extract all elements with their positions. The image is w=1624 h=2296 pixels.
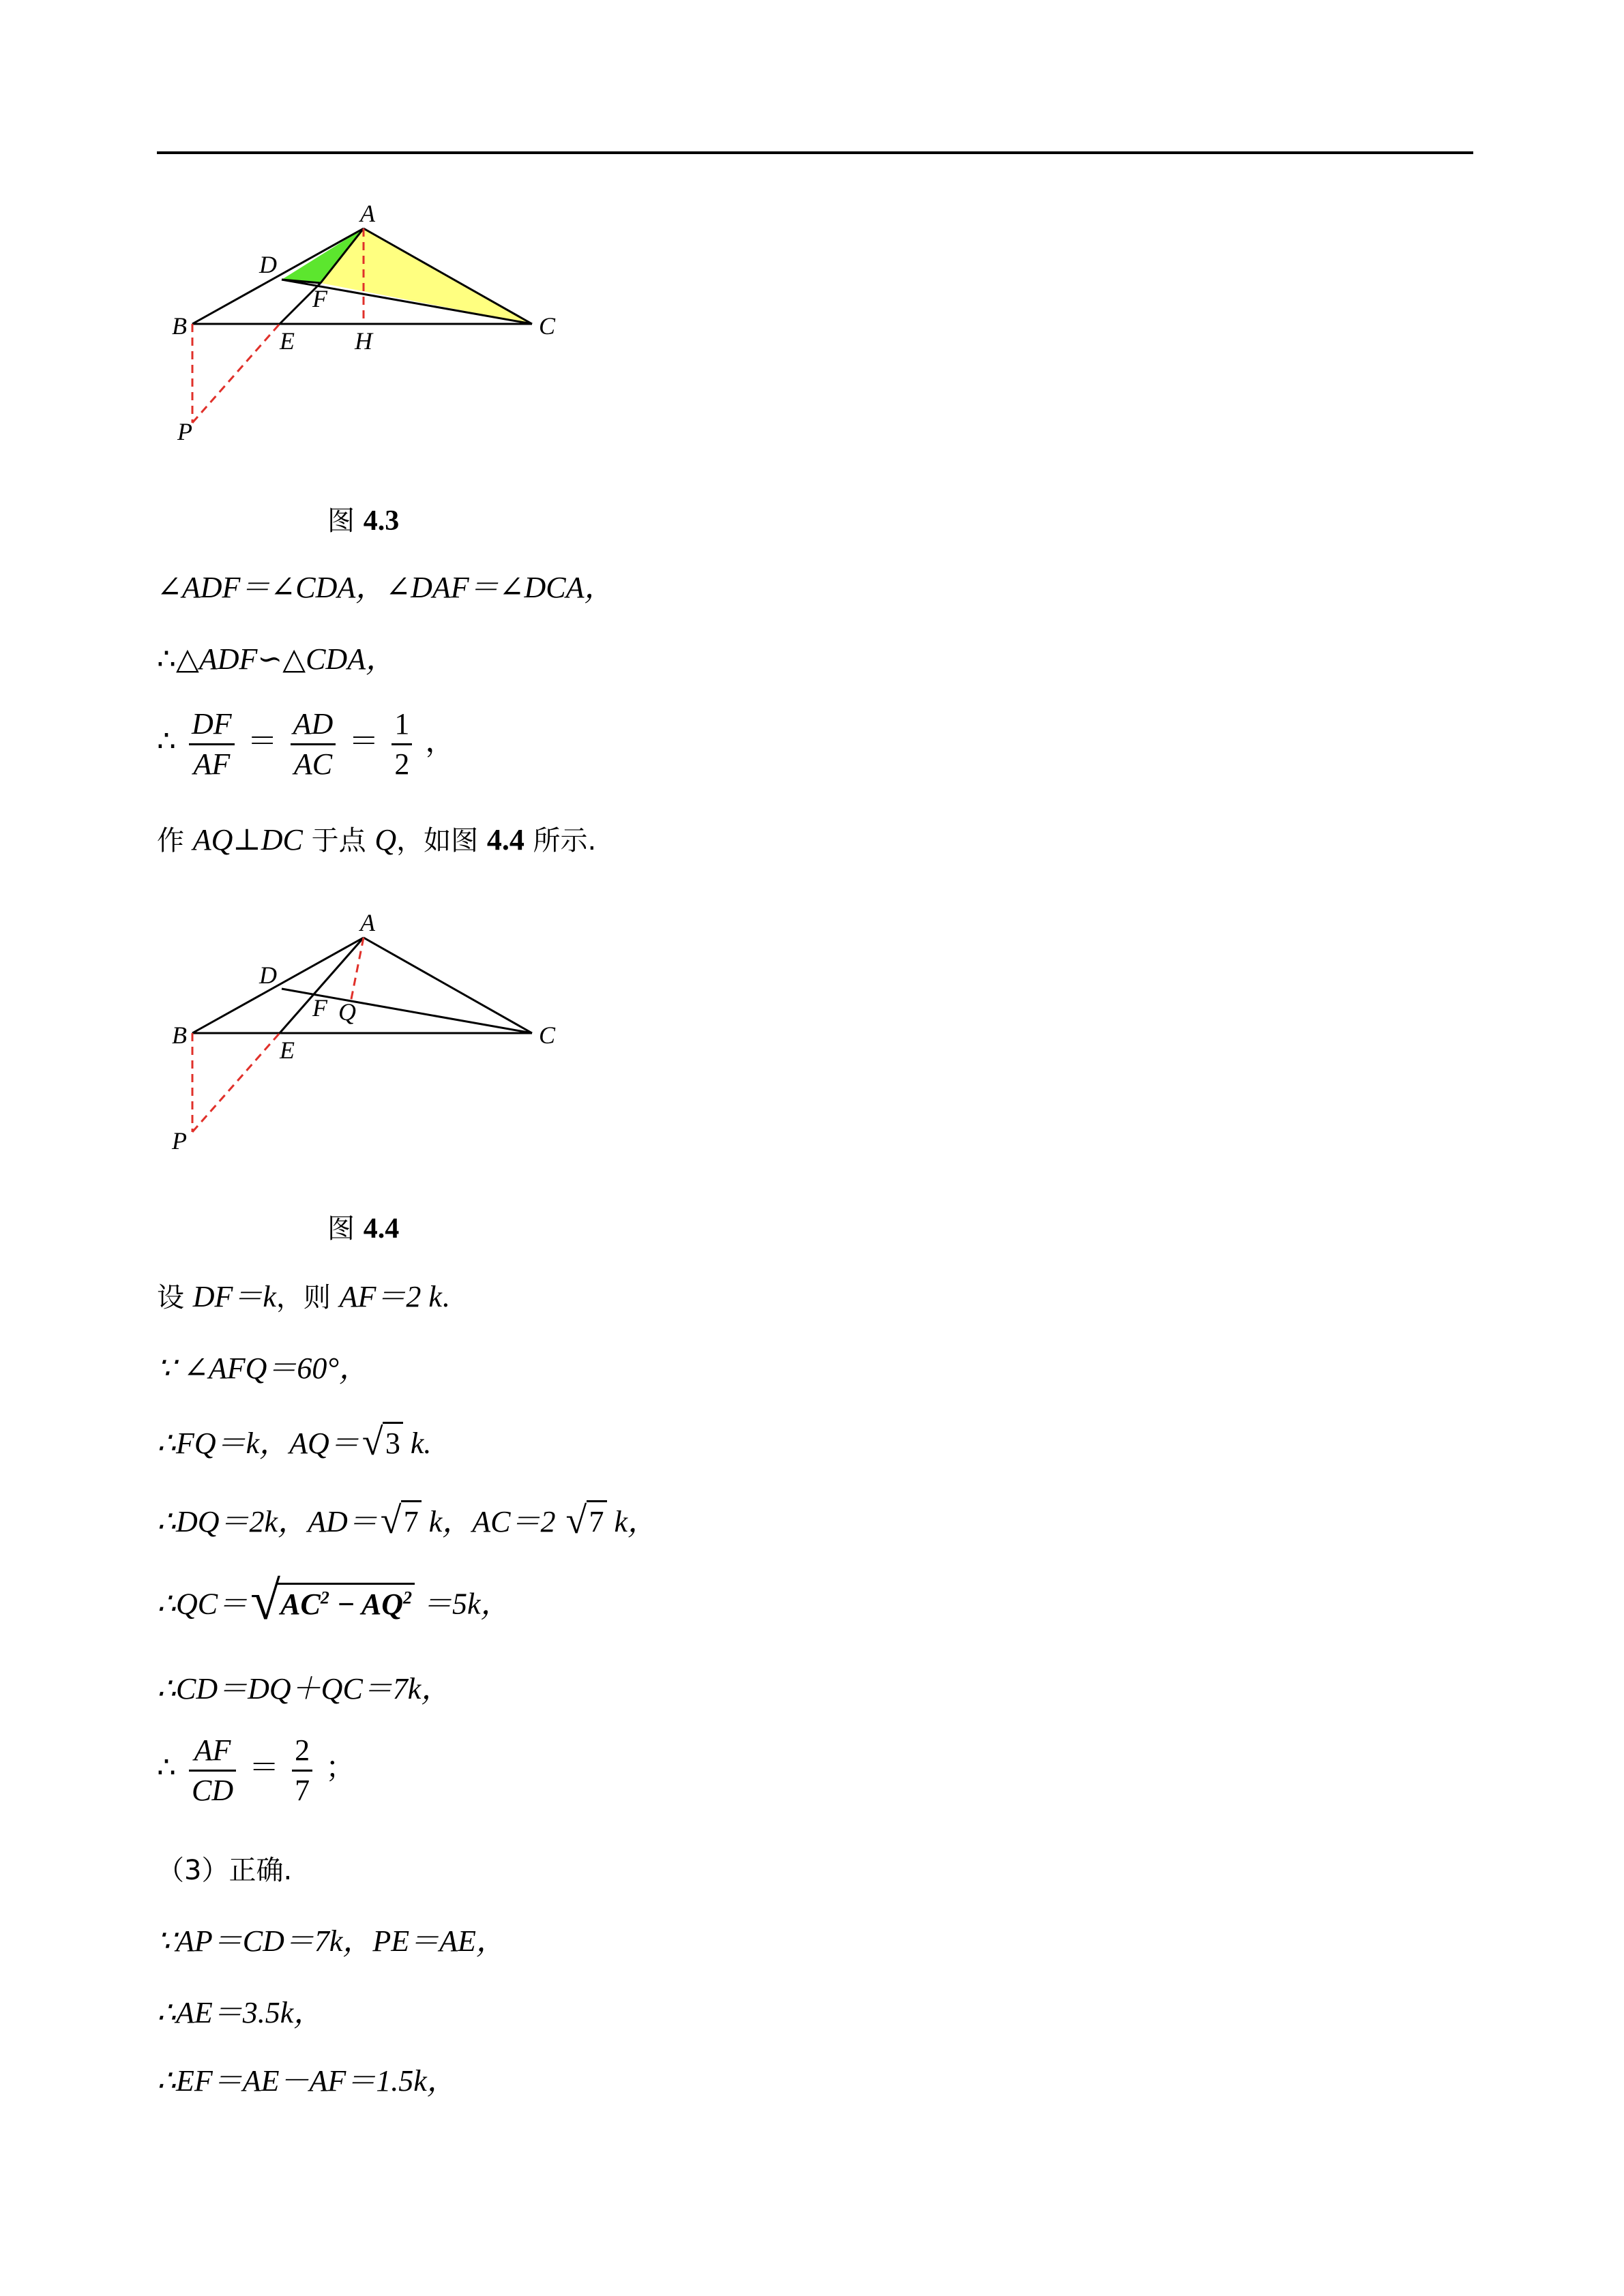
- label-C: C: [539, 1022, 556, 1049]
- text-line-2: ∴△ADF∽△CDA，: [157, 642, 396, 676]
- label-D: D: [259, 961, 277, 989]
- header-rule: [157, 151, 1473, 154]
- label-F: F: [312, 285, 327, 312]
- label-B: B: [172, 312, 187, 340]
- fraction-two-sevenths: $\frac{2}{7}$: [292, 1735, 312, 1806]
- label-F: F: [312, 994, 327, 1022]
- label-A: A: [360, 200, 375, 227]
- text-line-7: ∴FQ＝k，AQ＝ √ 3 k.: [157, 1421, 432, 1463]
- text-line-11-fraction: ∴ $\frac{AF}{CD}$ ＝ $\frac{2}{7}$ ；: [157, 1733, 356, 1807]
- label-C: C: [539, 312, 556, 340]
- label-E: E: [280, 327, 295, 355]
- figure-4-4-diagram: [157, 907, 580, 1166]
- text-line-14: ∴AE＝3.5k，: [157, 1996, 324, 2029]
- label-P: P: [172, 1127, 187, 1154]
- text-line-9: ∴QC＝ √ $AC^2 - AQ^2 =5k$，: [157, 1571, 511, 1631]
- label-D: D: [259, 251, 277, 278]
- label-B: B: [172, 1022, 187, 1049]
- figure-4-3: [157, 198, 580, 460]
- text-line-4: 作 AQ⊥DC 于点 Q，如图 4.4 所示.: [157, 823, 597, 856]
- text-line-13: ∵AP＝CD＝7k，PE＝AE，: [157, 1924, 506, 1958]
- fraction-one-half: $\frac{1}{2}$: [392, 709, 412, 779]
- figure-4-4: [157, 907, 580, 1169]
- label-E: E: [280, 1037, 295, 1064]
- text-line-10: ∴CD＝DQ＋QC＝7k，: [157, 1672, 452, 1705]
- text-line-5: 设 DF＝k，则 AF＝2 k.: [157, 1280, 449, 1313]
- caption-figure-4-3: 图 4.3: [327, 505, 400, 537]
- text-line-6: ∵ ∠AFQ＝60°，: [157, 1352, 369, 1385]
- text-line-15: ∴EF＝AE－AF＝1.5k，: [157, 2064, 457, 2098]
- label-H: H: [355, 327, 372, 355]
- text-line-8: ∴DQ＝2k，AD＝ √ 7 k，AC＝2 √ 7 k，: [157, 1500, 658, 1542]
- caption-figure-4-4: 图 4.4: [327, 1213, 400, 1244]
- label-Q: Q: [338, 998, 356, 1026]
- fraction-ad-ac: $\frac{AD}{AC}$: [291, 709, 336, 779]
- fraction-af-cd: $\frac{AF}{CD}$: [189, 1735, 236, 1806]
- figure-4-3-diagram: [157, 198, 580, 457]
- text-line-1: ∠ADF＝∠CDA，∠DAF＝∠DCA，: [157, 571, 615, 604]
- label-A: A: [360, 909, 375, 936]
- fraction-df-af: $\frac{DF}{AF}$: [189, 709, 235, 779]
- text-line-12: （3）正确.: [157, 1855, 293, 1886]
- text-line-3-fractions: ∴ $\frac{DF}{AF}$ ＝ $\frac{AD}{AC}$ ＝ $\frac{1}{2}$ ，: [157, 707, 456, 781]
- label-P: P: [177, 418, 192, 445]
